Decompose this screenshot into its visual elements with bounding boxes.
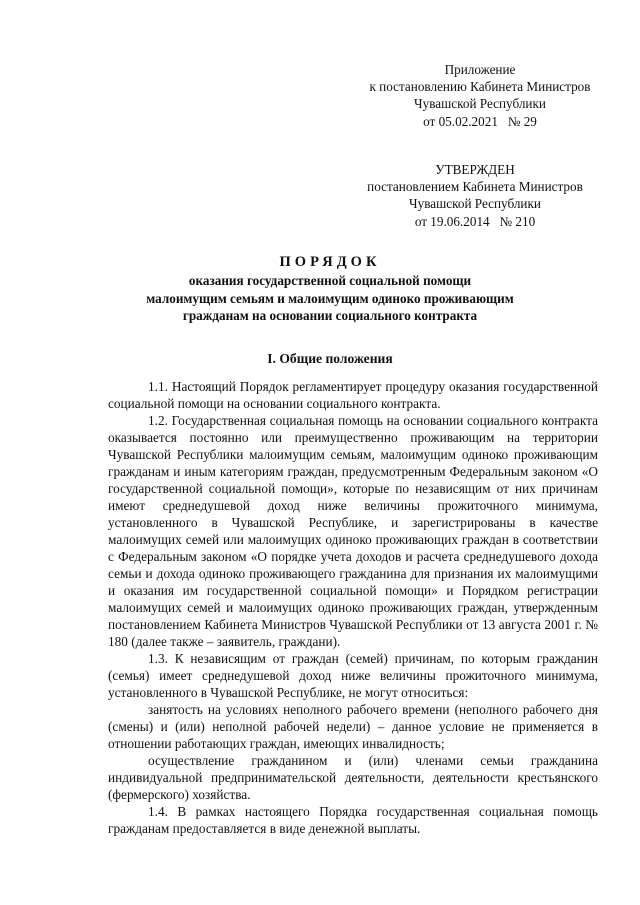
document-subtitle bbox=[60, 272, 600, 325]
appendix-stamp bbox=[330, 61, 630, 130]
paragraph-1-3: 1.3. К независящим от граждан (семей) причинам, по которым гражданин (семья) имеет среднедушевой доход ниже величины прожиточного минимума, установленного в Чувашской Республике, не могут относиться: bbox=[108, 651, 598, 700]
paragraph-1-2: 1.2. Государственная социальная помощь на основании социального контракта оказывается постоянно или преимущественно проживающим на территории Чувашской Республики малоимущим семьям, малоимущим одиноко проживающим гражданам и иным категориям граждан, предусмотренным Федеральным законом «О государственной социальной помощи», которые по независящим от них причинам имеют среднедушевой доход ниже величины прожиточного минимума, установленного в Чувашской Республике, и зарегистрированы в качестве малоимущих семей или малоимущих одиноко проживающих граждан в соответствии с Федеральным законом «О порядке учета доходов и расчета среднедушевого дохода семьи и дохода одиноко проживающего гражданина для признания их малоимущими и оказания им государственной социальной помощи» и Порядком регистрации малоимущих семей и малоимущих одиноко проживающих граждан, утвержденным постановлением Кабинета Министров Чувашской Республики от 13 августа 2001 г. № 180 (далее также – заявитель, граждани). bbox=[108, 413, 598, 649]
approved-label: УТВЕРЖДЕН bbox=[435, 162, 515, 177]
subtitle-line: малоимущим семьям и малоимущим одиноко проживающим bbox=[146, 290, 514, 306]
approved-date-number: от 19.06.2014 № 210 bbox=[414, 213, 536, 229]
approved-republic-line: Чувашской Республики bbox=[409, 196, 541, 212]
subtitle-line: гражданам на основании социального контракта bbox=[182, 308, 478, 323]
appendix-label: Приложение bbox=[444, 62, 516, 77]
paragraph-1-4: 1.4. В рамках настоящего Порядка государственная социальная помощь гражданам предоставляется в виде денежной выплаты. bbox=[108, 804, 598, 836]
section-heading: I. Общие положения bbox=[267, 351, 393, 366]
paragraph-1-3-item-part-time: занятость на условиях неполного рабочего времени (неполного рабочего дня (смены) и (или) неполной рабочей недели) – данное условие не применяется в отношении работающих граждан, имеющих инвалидность; bbox=[108, 702, 598, 751]
subtitle-line: оказания государственной социальной помощи bbox=[188, 273, 472, 288]
document-title-block bbox=[60, 252, 600, 325]
paragraph-1-1: 1.1. Настоящий Порядок регламентирует процедуру оказания государственной социальной помощи на основании социального контракта. bbox=[108, 379, 598, 411]
document-title: ПОРЯДОК bbox=[279, 254, 381, 270]
approved-stamp bbox=[330, 161, 620, 230]
approved-resolution-line: постановлением Кабинета Министров bbox=[367, 179, 583, 195]
appendix-republic-line: Чувашской Республики bbox=[414, 96, 546, 112]
section-body bbox=[108, 378, 598, 837]
appendix-date-number: от 05.02.2021 № 29 bbox=[423, 113, 537, 129]
paragraph-1-3-item-entrepreneurship: осуществление гражданином и (или) членами семьи гражданина индивидуальной предпринимательской деятельности, деятельности крестьянского (фермерского) хозяйства. bbox=[108, 753, 598, 802]
appendix-resolution-line: к постановлению Кабинета Министров bbox=[369, 79, 591, 95]
